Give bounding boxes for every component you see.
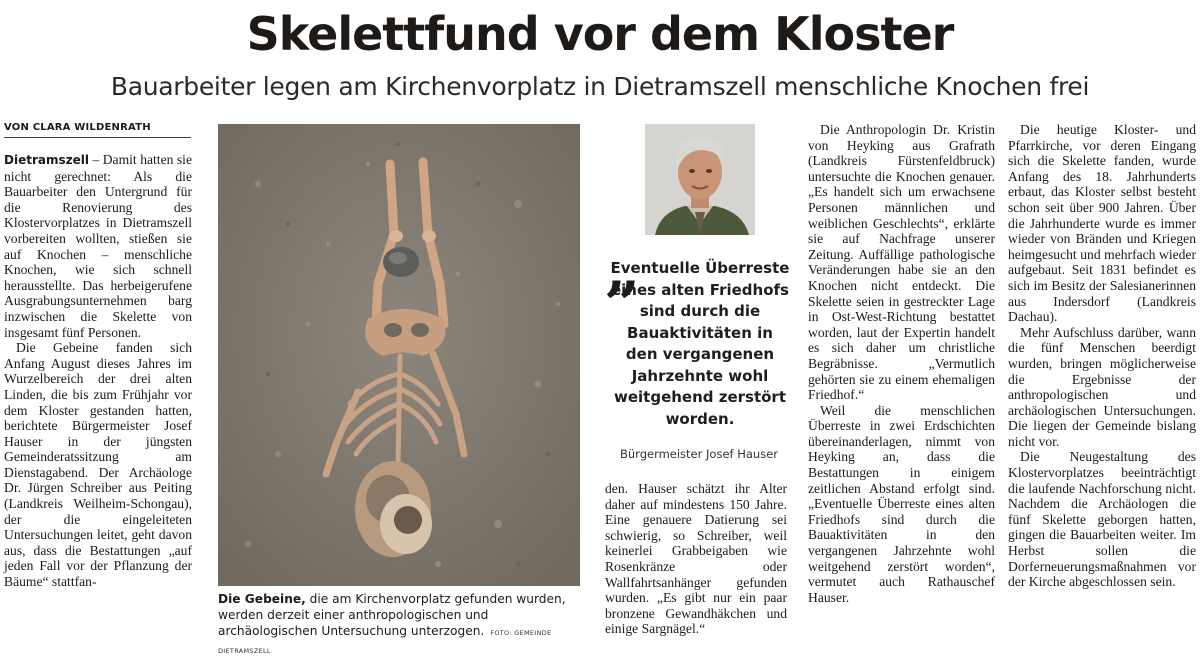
paragraph-text: – Damit hatten sie nicht gerechnet: Als die Bauarbeiter den Untergrund für die Renovierung des Klostervorplatzes in Dietramszell vorbereiten wollten, stießen sie auf Knochen – menschliche Knochen, wie sich schnell herausstellte. Das herbeigerufene Ausgrabungsunternehmen barg inzwischen die Skelette von insgesamt fünf Personen.	[4, 152, 192, 340]
caption-lead: Die Gebeine,	[218, 592, 306, 606]
paragraph: Die heutige Kloster- und Pfarrkirche, vor deren Eingang sich die Skelette fanden, wurde Anfang des 18. Jahrhunderts erbaut, das Kloster selbst besteht schon seit über 900 Jahren. Über die Jahrhunderte wurde es immer wieder von Bränden und Kriegen heimgesucht und mehrfach wieder aufgebaut. Seit 1831 befindet es sich im Besitz der Salesianerinnen aus Indersdorf (Landkreis Dachau).	[1008, 122, 1196, 325]
paragraph: den. Hauser schätzt ihr Alter daher auf mindestens 150 Jahre. Eine genauere Datierung sei schwierig, so Schreiber, weil keinerlei Grabbeigaben wie Rosenkränze oder Wallfahrtsanhänger gefunden wurden. „Es gibt nur ein paar bronzene Gewandhäkchen und einige Sargnägel.“	[605, 481, 787, 637]
caption-text: die am Kirchenvorplatz gefunden wurden, werden derzeit einer anthropologischen und archäologischen Untersuchung unterzogen.	[218, 592, 566, 638]
subheadline: Bauarbeiter legen am Kirchenvorplatz in Dietramszell menschliche Knochen frei	[110, 72, 1090, 101]
headline: Skelettfund vor dem Kloster	[246, 7, 954, 61]
paragraph: Weil die menschlichen Überreste in zwei Erdschichten übereinanderlagen, nimmt von Heyking an, dass die Bestattungen in einigem zeitlichen Abstand erfolgt sind. „Eventuelle Überreste eines alten Friedhofs sind durch die Bauaktivitäten in den vergangenen Jahrzehnte wohl weitgehend zerstört worden“, vermutet auch Rathauschef Hauser.	[808, 402, 995, 605]
byline: VON CLARA WILDENRATH	[4, 122, 191, 138]
article-column-3	[605, 481, 787, 637]
article-column-1	[4, 152, 192, 590]
paragraph: Mehr Aufschluss darüber, wann die fünf Menschen beerdigt wurden, bringen möglicherweise die Ergebnisse der anthropologischen und archäologischen Untersuchungen. Die liegen der Gemeinde bislang nicht vor.	[1008, 324, 1196, 449]
paragraph	[4, 152, 192, 340]
quote-source: Bürgermeister Josef Hauser	[619, 447, 778, 461]
article-column-5	[1008, 122, 1196, 590]
photo-credit: FOTO: GEMEINDE DIETRAMSZELL	[218, 629, 552, 655]
dateline: Dietramszell	[4, 153, 89, 167]
paragraph: Die Anthropologin Dr. Kristin von Heyking aus Grafrath (Landkreis Fürstenfeldbruck) untersuchte die Knochen genauer. „Es handelt sich um erwachsene Personen männlichen und weiblichen Geschlechts“, erklärte sie auf Nachfrage unserer Zeitung. Auffällige pathologische Veränderungen habe sie an den Knochen nicht entdeckt. Die Skelette seien in gestreckter Lage in Ost-West-Richtung bestattet worden, laut der Expertin handelt es sich daher um christliche Begräbnisse. „Vermutlich gehörten sie zu einem ehemaligen Friedhof.“	[808, 122, 995, 403]
photo-caption	[218, 591, 588, 659]
portrait-photo	[645, 124, 755, 235]
article-column-4	[808, 122, 995, 605]
quote-mark: „	[605, 232, 641, 305]
paragraph: Die Neugestaltung des Klostervorplatzes beeinträchtigt die laufende Nachforschung nicht. Nachdem die Archäologen die fünf Skelette geborgen hatten, gingen die Bauarbeiten weiter. Im Herbst sollen die Dorferneuerungsmaßnahmen vor der Kirche abgeschlossen sein.	[1008, 449, 1196, 590]
skeleton-photo	[218, 124, 580, 586]
pull-quote: Eventuelle Überreste eines alten Friedhofs sind durch die Bauaktivitäten in den vergangenen Jahrzehnte wohl weitgehend zerstört worden.	[610, 259, 790, 428]
paragraph: Die Gebeine fanden sich Anfang August dieses Jahres im Wurzelbereich der drei alten Linden, die bis zum Frühjahr vor dem Kloster gestanden hatten, berichtete Bürgermeister Josef Hauser in der jüngsten Gemeinderatssitzung am Dienstagabend. Der Archäologe Dr. Jürgen Schreiber aus Peiting (Landkreis Weilheim-Schongau), der die eingeleiteten Untersuchungen leitet, geht davon aus, dass die Bestattungen „auf jeden Fall vor der Pflanzung der Bäume“ stattfan-	[4, 340, 192, 590]
